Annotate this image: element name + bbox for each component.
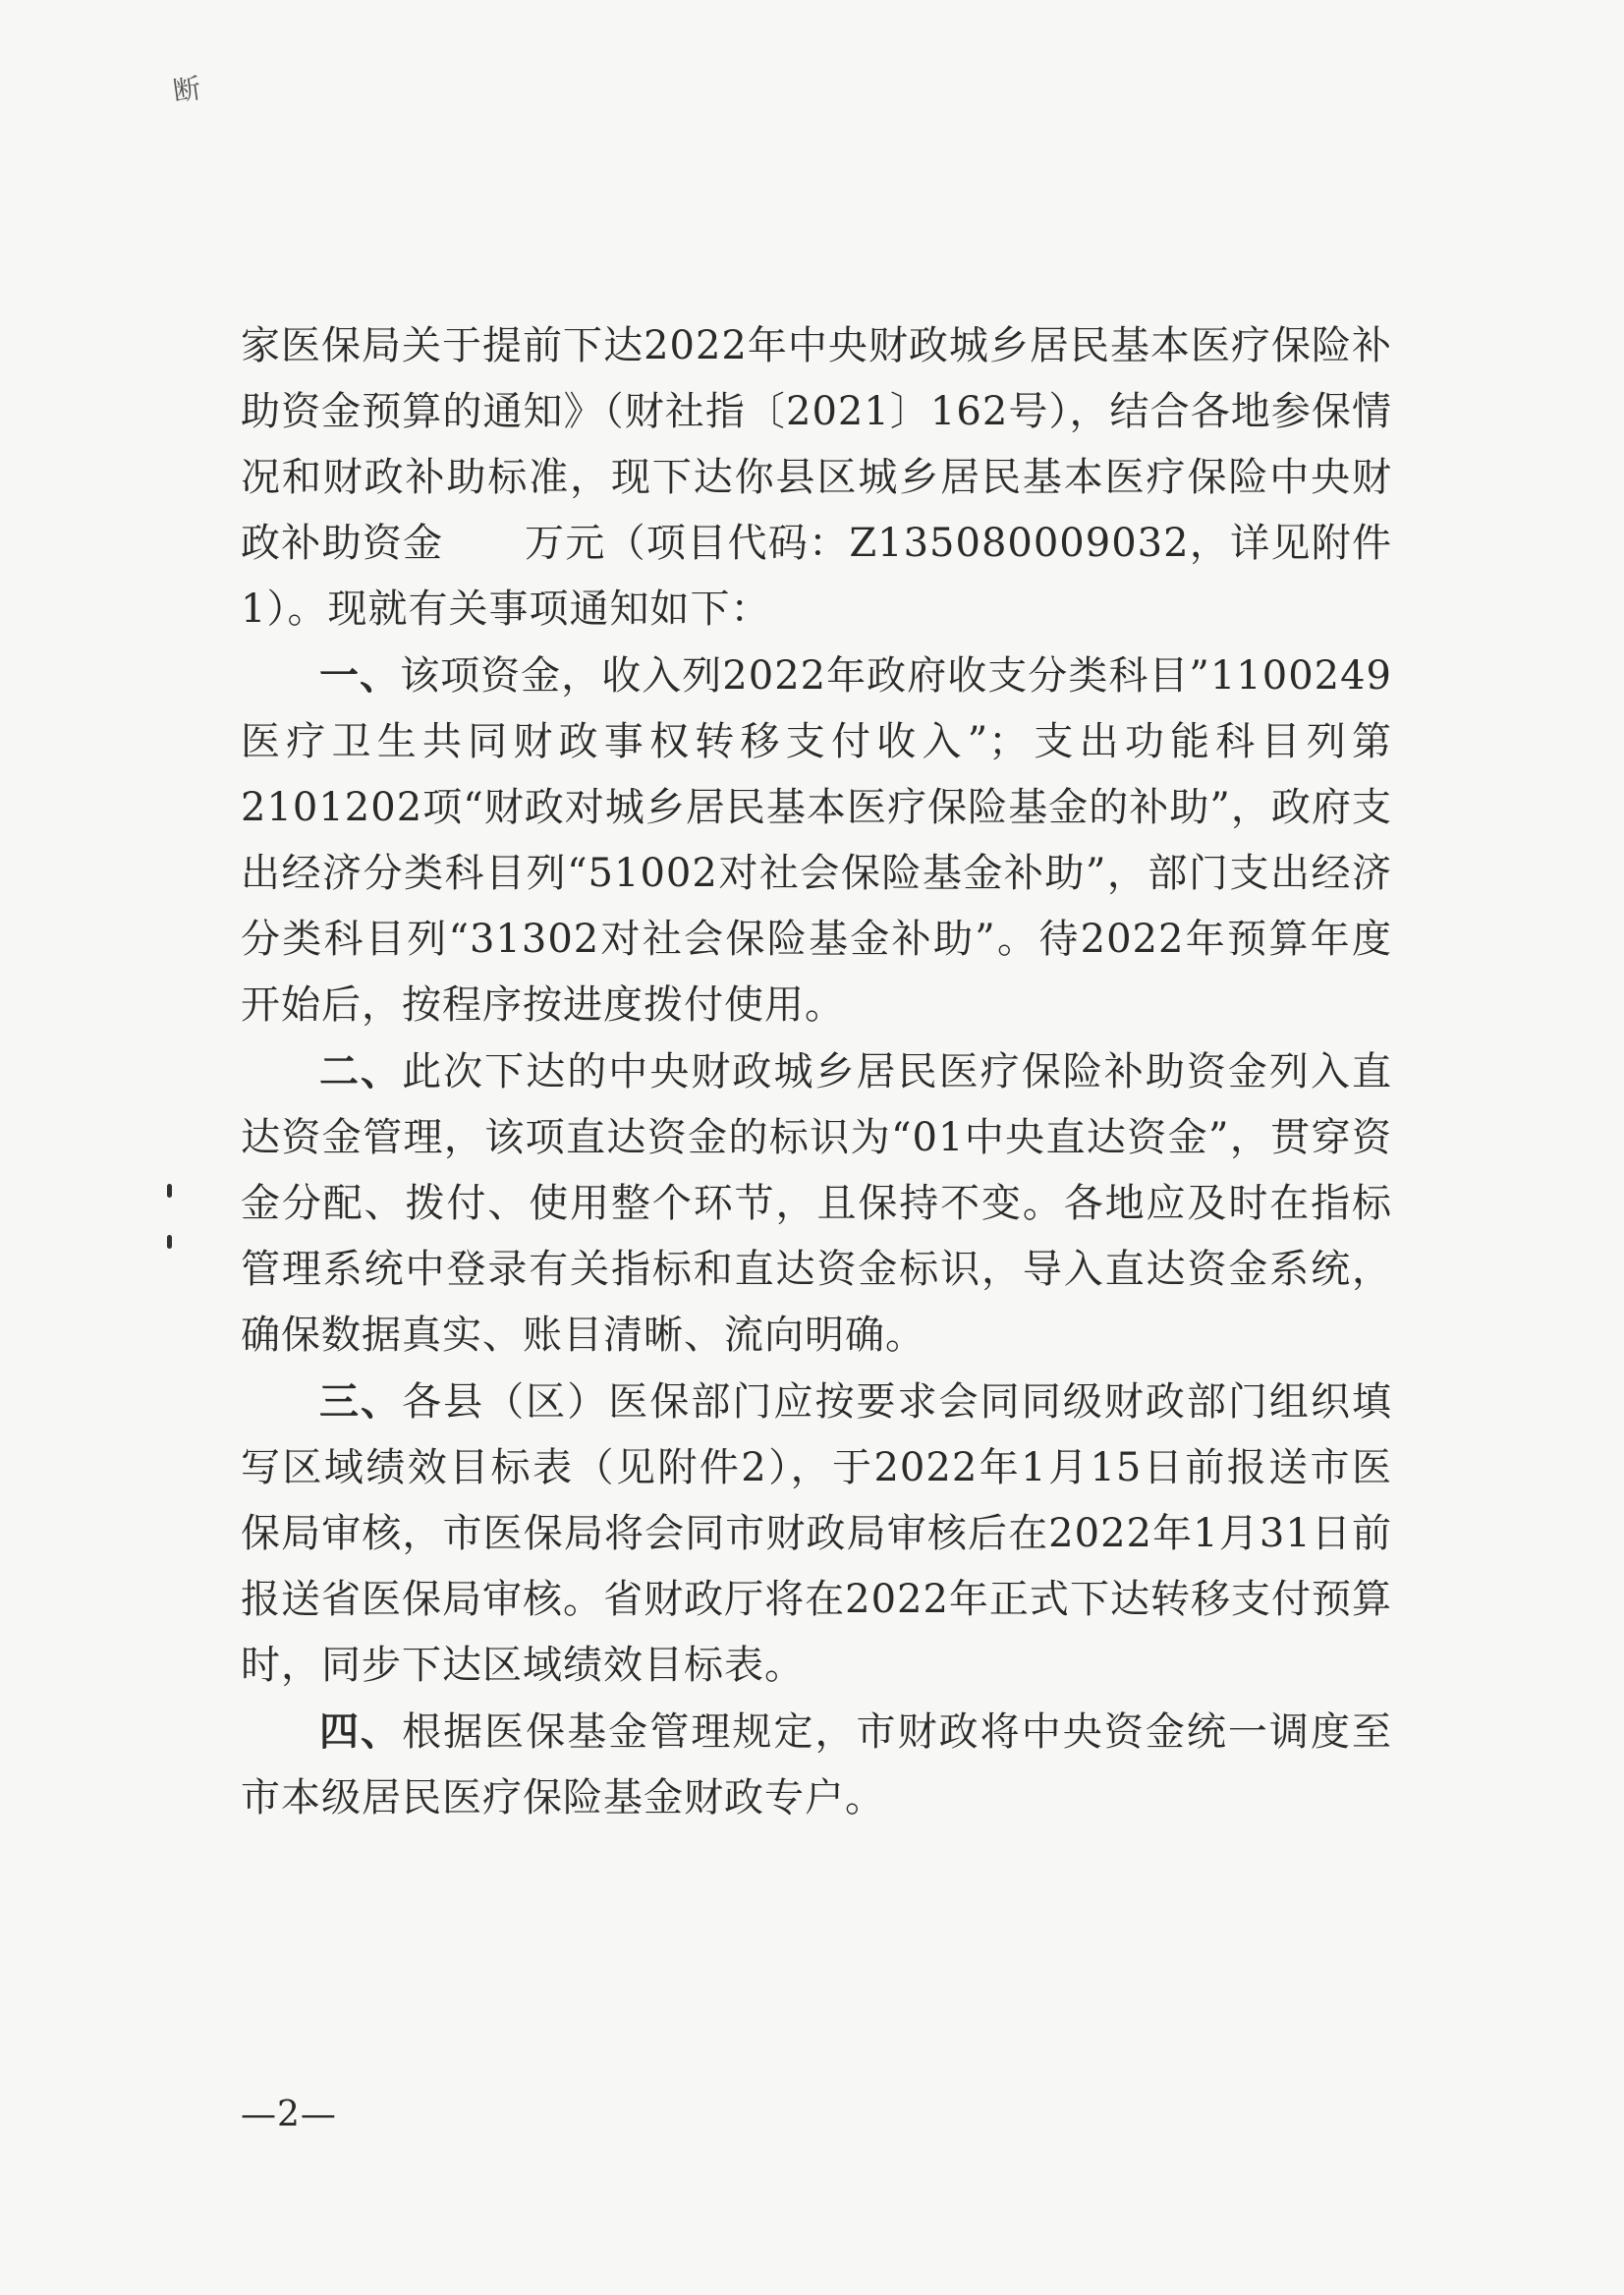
paragraph-item-1 [241,643,1392,1038]
paragraph-text: 家医保局关于提前下达2022年中央财政城乡居民基本医疗保险补助资金预算的通知》（财社指〔2021〕162号），结合各地参保情况和财政补助标准，现下达你县区城乡居民基本医疗保险中央财政补助资金 万元（项目代码：Z135080009032，详见附件1）。现就有关事项通知如下： [241,323,1392,632]
paragraph-lead: 三、 [319,1378,403,1425]
corner-handwritten-mark: 断 [171,72,203,108]
paragraph-item-4 [241,1699,1392,1831]
paragraph-text: 此次下达的中央财政城乡居民医疗保险补助资金列入直达资金管理，该项直达资金的标识为“01中央直达资金”，贯穿资金分配、拨付、使用整个环节，且保持不变。各地应及时在指标管理系统中登录有关指标和直达资金标识，导入直达资金系统，确保数据真实、账目清晰、流向明确。 [241,1049,1393,1358]
binding-mark-bottom [167,1235,172,1249]
paragraph-lead: 四、 [319,1708,403,1755]
paragraph-lead: 一、 [319,652,401,699]
page-number: —2— [241,2095,337,2135]
binding-mark-top [167,1184,172,1198]
paragraph-text: 根据医保基金管理规定，市财政将中央资金统一调度至市本级居民医疗保险基金财政专户。 [241,1709,1393,1820]
paragraph-text: 该项资金，收入列2022年政府收支分类科目”1100249医疗卫生共同财政事权转移支付收入”；支出功能科目列第2101202项“财政对城乡居民基本医疗保险基金的补助”，政府支出经济分类科目列“51002对社会保险基金补助”，部门支出经济分类科目列“31302对社会保险基金补助”。待2022年预算年度开始后，按程序按进度拨付使用。 [241,653,1393,1028]
paragraph-text: 各县（区）医保部门应按要求会同同级财政部门组织填写区域绩效目标表（见附件2），于2022年1月15日前报送市医保局审核，市医保局将会同市财政局审核后在2022年1月31日前报送省医保局审核。省财政厅将在2022年正式下达转移支付预算时，同步下达区域绩效目标表。 [241,1379,1393,1688]
paragraph-item-2 [241,1038,1392,1369]
document-body [241,312,1392,1831]
paragraph-intro [241,312,1392,643]
paragraph-lead: 二、 [319,1048,403,1094]
paragraph-item-3 [241,1369,1392,1699]
binding-hole-marks [165,1184,175,1262]
